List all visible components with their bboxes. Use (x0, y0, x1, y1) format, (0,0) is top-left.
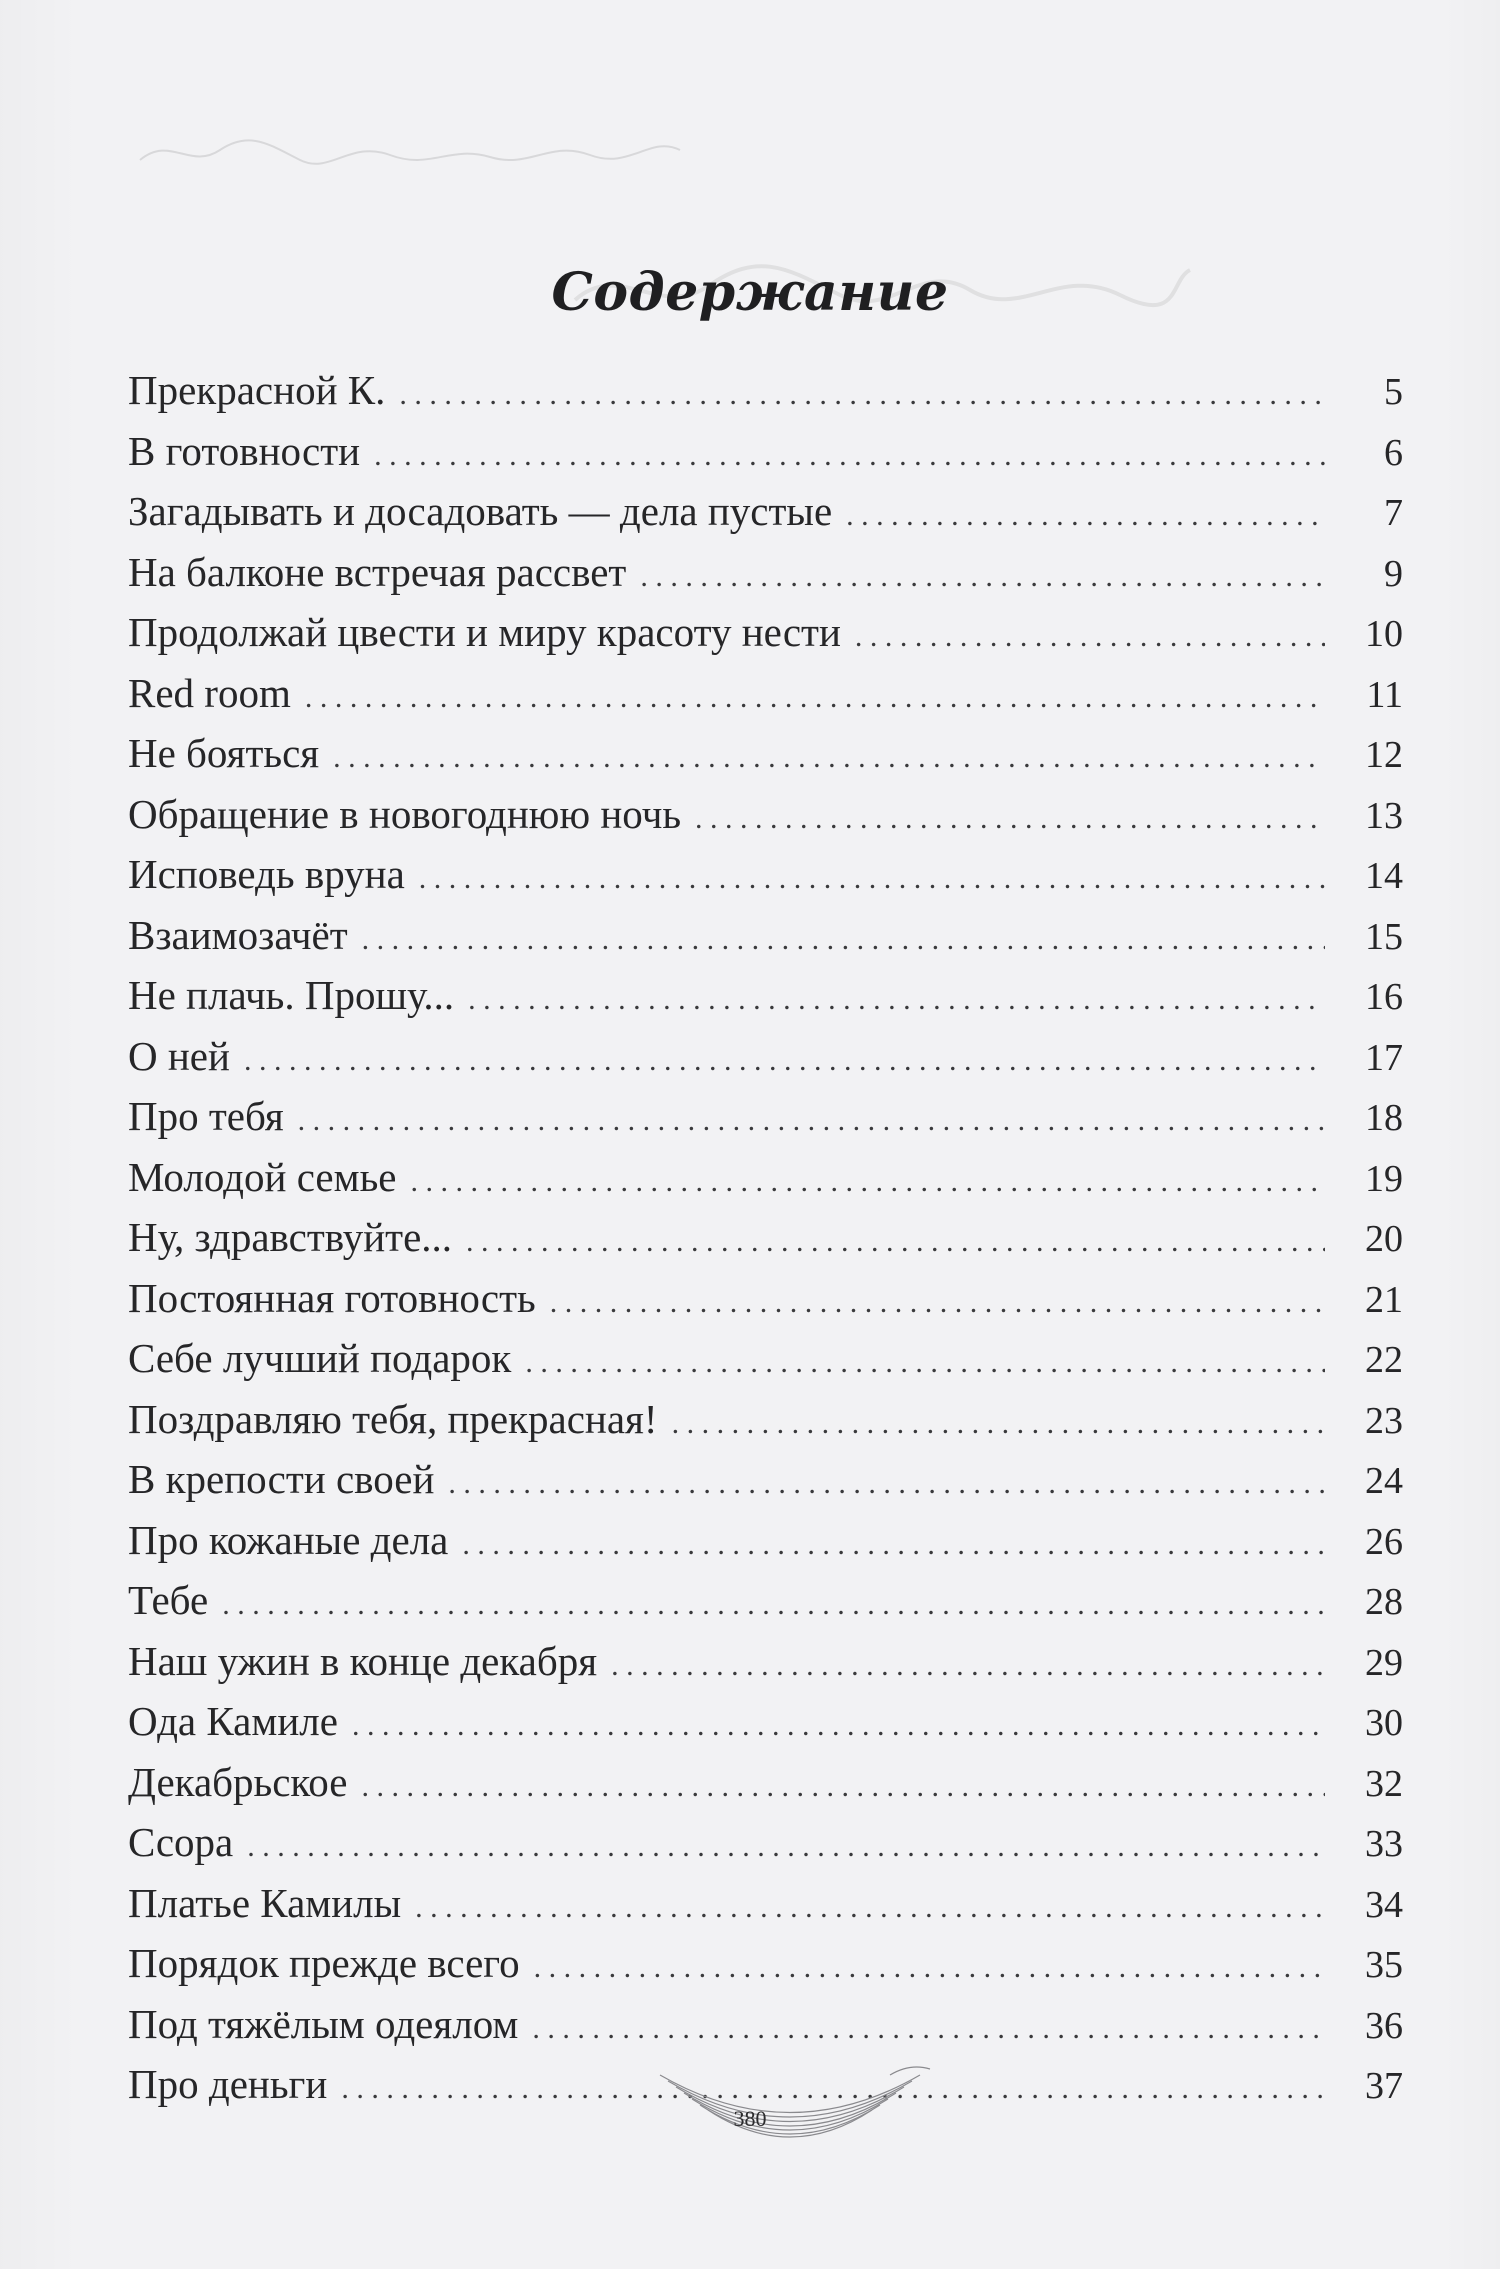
toc-entry[interactable] (128, 1631, 1403, 1692)
dot-leader (352, 1696, 1325, 1756)
toc-entry[interactable] (128, 1449, 1403, 1510)
toc-entry-page: 36 (1365, 2004, 1403, 2047)
toc-entry-page: 13 (1365, 794, 1403, 837)
dot-leader (244, 1031, 1325, 1091)
toc-entry[interactable] (128, 1812, 1403, 1873)
dot-leader (611, 1636, 1325, 1696)
dot-leader (525, 1333, 1325, 1393)
toc-entry-page: 24 (1365, 1460, 1403, 1502)
toc-entry-title: Ну, здравствуйте... (128, 1214, 453, 1260)
toc-entry[interactable] (128, 1873, 1403, 1934)
dot-leader (532, 1999, 1325, 2059)
toc-entry-title: Себе лучший подарок (128, 1335, 512, 1381)
toc-entry-page: 21 (1365, 1278, 1403, 1321)
dot-leader (855, 607, 1325, 667)
dot-leader (374, 426, 1325, 486)
toc-entry-title: Наш ужин в конце декабря (128, 1637, 598, 1684)
toc-entry-title: Взаимозачёт (128, 911, 348, 958)
toc-entry-page: 33 (1365, 1823, 1403, 1865)
toc-entry-title: Продолжай цвести и миру красоту нести (128, 609, 841, 655)
dot-leader (399, 365, 1325, 425)
dot-leader (695, 789, 1325, 849)
toc-entry[interactable] (128, 1268, 1403, 1329)
dot-leader (419, 849, 1325, 909)
toc-entry-page: 15 (1365, 915, 1403, 958)
toc-entry[interactable] (128, 1994, 1403, 2055)
bleed-through-handwriting (130, 115, 690, 185)
toc-entry-title: Red room (128, 669, 291, 716)
toc-entry-page: 14 (1365, 855, 1403, 897)
toc-entry-title: Загадывать и досадовать — дела пустые (128, 488, 833, 534)
dot-leader (534, 1938, 1325, 1998)
toc-entry-title: В готовности (128, 427, 361, 474)
toc-entry-title: В крепости своей (128, 1456, 435, 1502)
toc-entry-title: Тебе (128, 1577, 209, 1623)
toc-entry-title: Не плачь. Прошу... (128, 972, 455, 1018)
toc-entry-page: 28 (1365, 1581, 1403, 1623)
dot-leader (550, 1273, 1325, 1333)
dot-leader (640, 547, 1325, 607)
toc-entry[interactable] (128, 1086, 1403, 1147)
toc-entry-page: 34 (1365, 1883, 1403, 1926)
dot-leader (846, 486, 1325, 546)
toc-entry[interactable] (128, 360, 1403, 421)
toc-entry-title: Про деньги (128, 2061, 328, 2107)
toc-entry[interactable] (128, 905, 1403, 966)
toc-entry[interactable] (128, 1026, 1403, 1087)
page-number: 380 (733, 2106, 767, 2131)
toc-entry-page: 6 (1384, 431, 1403, 474)
toc-entry-page: 18 (1365, 1097, 1403, 1139)
toc-entry-page: 16 (1365, 976, 1403, 1018)
dot-leader (466, 1212, 1325, 1272)
toc-entry-page: 9 (1384, 552, 1403, 595)
dot-leader (672, 1394, 1325, 1454)
toc-entry[interactable] (128, 1147, 1403, 1208)
toc-entry-page: 37 (1365, 2065, 1403, 2107)
toc-entry-title: Постоянная готовность (128, 1274, 536, 1321)
toc-entry-title: Поздравляю тебя, прекрасная! (128, 1395, 658, 1442)
toc-entry-page: 5 (1384, 371, 1403, 413)
dot-leader (247, 1817, 1325, 1877)
toc-entry[interactable] (128, 723, 1403, 784)
toc-entry[interactable] (128, 1207, 1403, 1268)
dot-leader (468, 970, 1325, 1030)
toc-entry[interactable] (128, 1752, 1403, 1813)
toc-entry[interactable] (128, 1691, 1403, 1752)
toc-entry-title: Не бояться (128, 730, 320, 776)
dot-leader (415, 1878, 1325, 1938)
toc-entry-title: О ней (128, 1032, 230, 1079)
toc-entry-page: 35 (1365, 1944, 1403, 1986)
toc-entry-page: 20 (1365, 1218, 1403, 1260)
page-title: Содержание (551, 262, 949, 323)
toc-entry[interactable] (128, 663, 1403, 724)
toc-entry-title: Ссора (128, 1819, 234, 1865)
toc-entry-page: 10 (1365, 613, 1403, 655)
toc-entry[interactable] (128, 784, 1403, 845)
table-of-contents (128, 360, 1403, 2115)
toc-entry-page: 19 (1365, 1157, 1403, 1200)
dot-leader (305, 668, 1325, 728)
dot-leader (462, 1515, 1325, 1575)
dot-leader (362, 910, 1325, 970)
dot-leader (222, 1575, 1325, 1635)
toc-entry-title: Молодой семье (128, 1153, 397, 1200)
toc-entry-title: Ода Камиле (128, 1698, 338, 1744)
toc-entry[interactable] (128, 1328, 1403, 1389)
toc-entry-title: Под тяжёлым одеялом (128, 2000, 519, 2047)
toc-entry-page: 12 (1365, 734, 1403, 776)
toc-entry-page: 17 (1365, 1036, 1403, 1079)
toc-entry-title: Исповедь вруна (128, 851, 405, 897)
toc-entry-page: 11 (1366, 673, 1403, 716)
dot-leader (410, 1152, 1325, 1212)
toc-entry-page: 26 (1365, 1520, 1403, 1563)
toc-entry[interactable] (128, 602, 1403, 663)
toc-entry[interactable] (128, 542, 1403, 603)
toc-entry[interactable] (128, 844, 1403, 905)
toc-entry[interactable] (128, 1570, 1403, 1631)
toc-entry[interactable] (128, 1510, 1403, 1571)
toc-entry-page: 7 (1384, 492, 1403, 534)
toc-entry-title: Прекрасной К. (128, 367, 386, 413)
dot-leader (448, 1454, 1325, 1514)
toc-entry-title: На балконе встречая рассвет (128, 548, 627, 595)
toc-entry-title: Платье Камилы (128, 1879, 402, 1926)
toc-entry-title: Про кожаные дела (128, 1516, 449, 1563)
dot-leader (361, 1757, 1325, 1817)
toc-entry-title: Порядок прежде всего (128, 1940, 520, 1986)
toc-entry[interactable] (128, 965, 1403, 1026)
dot-leader (298, 1091, 1325, 1151)
toc-entry-page: 22 (1365, 1339, 1403, 1381)
toc-entry[interactable] (128, 481, 1403, 542)
toc-entry-page: 29 (1365, 1641, 1403, 1684)
toc-entry-title: Про тебя (128, 1093, 284, 1139)
toc-entry[interactable] (128, 1389, 1403, 1450)
toc-entry-page: 23 (1365, 1399, 1403, 1442)
toc-entry-page: 30 (1365, 1702, 1403, 1744)
toc-entry[interactable] (128, 421, 1403, 482)
toc-entry-title: Декабрьское (128, 1758, 348, 1805)
toc-entry-title: Обращение в новогоднюю ночь (128, 790, 682, 837)
dot-leader (333, 728, 1325, 788)
toc-entry-page: 32 (1365, 1762, 1403, 1805)
toc-entry[interactable] (128, 1933, 1403, 1994)
